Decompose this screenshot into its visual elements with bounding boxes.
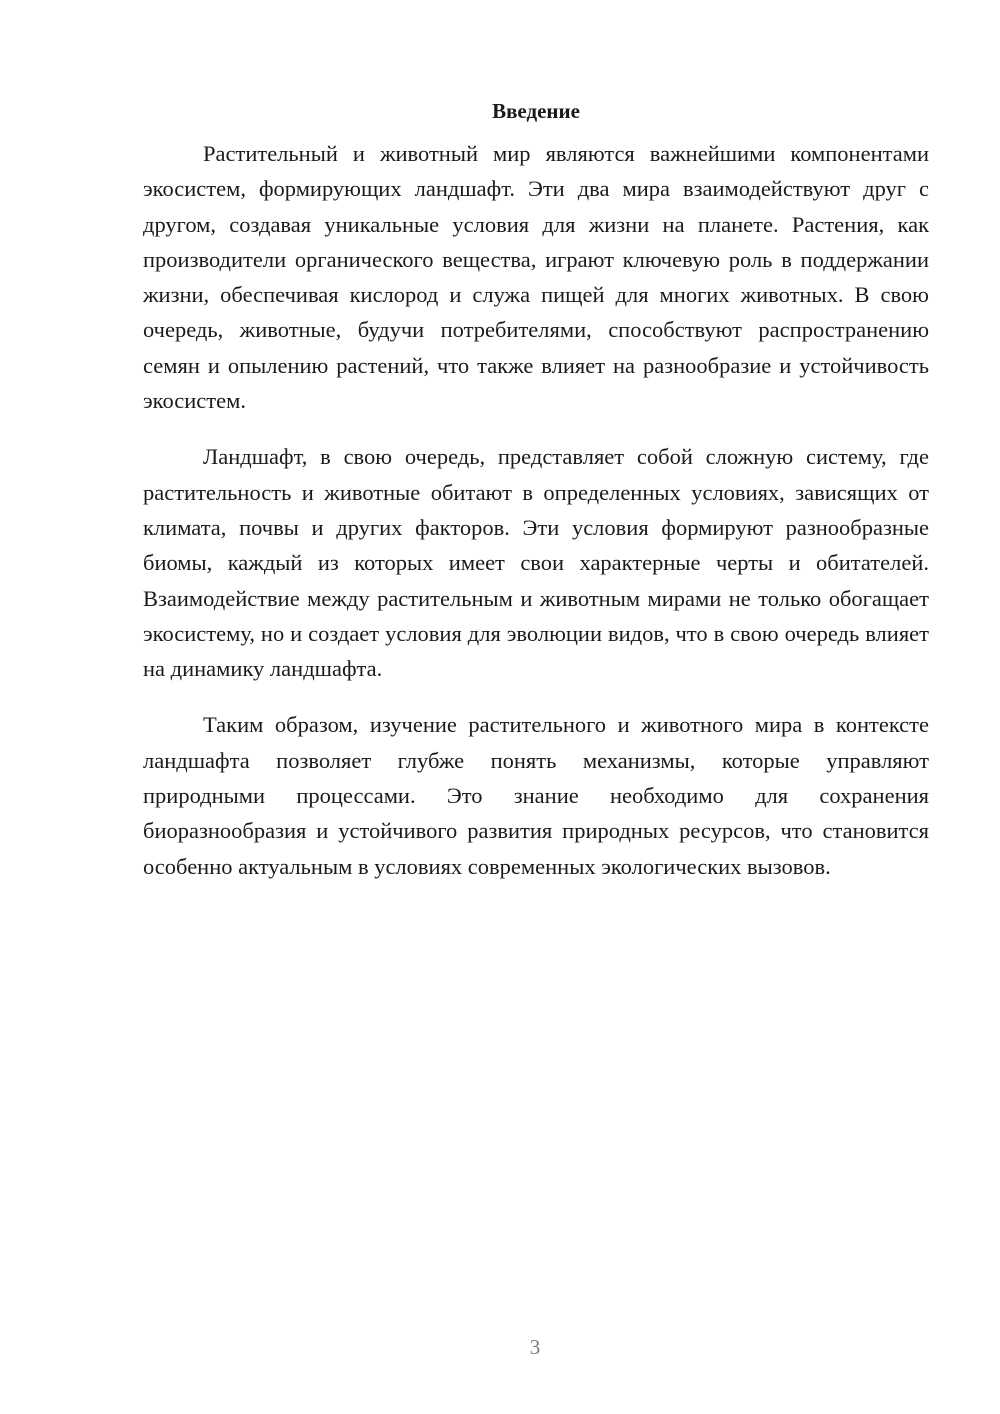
paragraph-2: Ландшафт, в свою очередь, представляет собой сложную систему, где растительность и животные обитают в определенных условиях, зависящих от климата, почвы и других факторов. Эти условия формируют разнообразные биомы, каждый из которых имеет свои характерные черты и обитателей. Взаимодействие между растительным и животным мирами не только обогащает экосистему, но и создает условия для эволюции видов, что в свою очередь влияет на динамику ландшафта. [143, 444, 929, 682]
paragraph-3: Таким образом, изучение растительного и животного мира в контексте ландшафта позволяет глубже понять механизмы, которые управляют природными процессами. Это знание необходимо для сохранения биоразнообразия и устойчивого развития природных ресурсов, что становится особенно актуальным в условиях современных экологических вызовов. [143, 712, 929, 879]
section-heading: Введение [492, 99, 580, 123]
paragraph-1: Растительный и животный мир являются важнейшими компонентами экосистем, формирующих ландшафт. Эти два мира взаимодействуют друг с другом, создавая уникальные условия для жизни на планете. Растения, как производители органического вещества, играют ключевую роль в поддержании жизни, обеспечивая кислород и служа пищей для многих животных. В свою очередь, животные, будучи потребителями, способствуют распространению семян и опылению растений, что также влияет на разнообразие и устойчивость экосистем. [143, 141, 929, 414]
document-body [143, 96, 929, 884]
page-number: 3 [529, 1335, 541, 1359]
